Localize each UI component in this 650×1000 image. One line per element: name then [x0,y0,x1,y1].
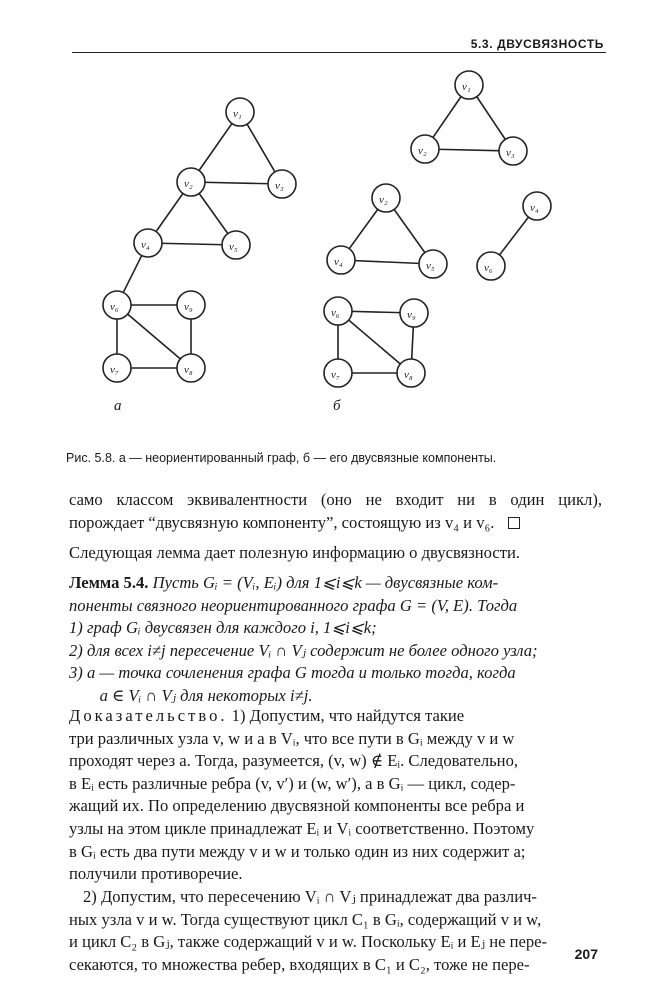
svg-text:v₉: v₉ [407,309,416,321]
text-line [69,512,602,535]
node-b-v8 [397,359,425,387]
lemma-5-4 [69,572,602,708]
paragraph-3 [69,886,602,976]
node-b-v6 [324,297,352,325]
text-line: узлы на этом цикле принадлежат Eᵢ и Vᵢ соответственно. Поэтому [69,818,535,838]
node-b-v2b [372,184,400,212]
running-header [0,34,650,54]
node-b-v2 [411,135,439,163]
text-line: в Eᵢ есть различные ребра (v, v′) и (w, w′), а в Gᵢ — цикл, содер- [69,773,516,793]
lemma-item-3-cont: a ∈ Vᵢ ∩ Vⱼ для некоторых i≠j. [83,685,313,705]
figure-caption: Рис. 5.8. а — неориентированный граф, б — его двусвязные компоненты. [66,451,497,465]
svg-text:v₅: v₅ [229,241,238,253]
text-span: 1) Допустим, что найдутся такие [227,706,465,725]
node-b-v4b [523,192,551,220]
svg-text:v₂: v₂ [418,145,427,157]
proof-word: Доказательство. [69,706,228,725]
node-a-v2 [177,168,205,196]
node-a-v1 [226,98,254,126]
node-a-v9 [177,291,205,319]
page-number: 207 [574,946,598,962]
node-b-v9 [400,299,428,327]
lemma-heading: Лемма 5.4. [69,573,149,592]
text-span: порождает “двусвязную компоненту”, состоящую из v₄ и v₆. [69,512,495,532]
lemma-item-1: 1) граф Gᵢ двусвязен для каждого i, 1⩽i⩽k; [69,618,377,638]
proof-paragraph [69,705,602,886]
header-rule [72,52,606,53]
text-line: и цикл C₂ в Gⱼ, также содержащий v и w. Поскольку Eᵢ и Eⱼ не пере- [69,932,548,952]
lemma-item-2: 2) для всех i≠j пересечение Vᵢ ∩ Vⱼ содержит не более одного узла; [69,640,538,660]
paragraph-2 [69,542,602,565]
svg-text:v₉: v₉ [184,301,193,313]
node-b-v1 [455,71,483,99]
text-line: секаются, то множества ребер, входящих в C₁ и C₂, тоже не пере- [69,954,530,974]
lemma-statement: Пусть Gᵢ = (Vᵢ, Eᵢ) для 1⩽i⩽k — двусвязные ком- [152,573,499,592]
svg-text:v₃: v₃ [275,180,284,192]
svg-text:v₇: v₇ [110,364,119,376]
text-line [69,705,602,728]
figure-graphs [0,60,650,420]
node-a-v6 [103,291,131,319]
node-a-v7 [103,354,131,382]
node-b-v3 [499,137,527,165]
node-b-v7 [324,359,352,387]
text-line: само классом эквивалентности (оно не входит ни в один цикл), [69,490,602,509]
node-b-v5 [419,250,447,278]
text-line [69,572,602,595]
node-a-v4 [134,229,162,257]
graph-a [103,98,296,382]
svg-text:v₆: v₆ [110,301,119,313]
text-line: Следующая лемма дает полезную информацию о двусвязности. [69,543,521,562]
text-line: проходят через a. Тогда, разумеется, (v, w) ∉ Eᵢ. Следовательно, [69,751,519,771]
svg-text:v₆: v₆ [331,307,340,319]
node-a-v3 [268,170,296,198]
graph-b [324,71,551,387]
svg-text:v₂: v₂ [379,194,388,206]
node-b-v6b [477,252,505,280]
text-line: три различных узла v, w и a в Vᵢ, что все пути в Gᵢ между v и w [69,728,515,748]
lemma-item-3: 3) a — точка сочленения графа G тогда и только тогда, когда [69,663,516,683]
svg-text:v₈: v₈ [184,364,193,376]
node-a-v5 [222,231,250,259]
svg-text:v₁: v₁ [233,108,242,120]
text-line: ных узла v и w. Тогда существуют цикл C₁ в Gᵢ, содержащий v и w, [69,909,542,929]
panel-label-a: а [114,398,122,414]
svg-text:v₂: v₂ [184,178,193,190]
svg-text:v₁: v₁ [462,81,471,93]
node-a-v8 [177,354,205,382]
paragraph-1 [69,489,602,534]
svg-text:v₄: v₄ [530,202,539,214]
text-line: в Gᵢ есть два пути между v и w и только один из них содержит a; [69,841,526,861]
section-title: 5.3. ДВУСВЯЗНОСТЬ [470,37,604,51]
svg-text:v₅: v₅ [426,260,435,272]
text-line: 2) Допустим, что пересечению Vᵢ ∩ Vⱼ принадлежат два различ- [83,887,537,906]
panel-label-b: б [333,398,341,414]
text-line: поненты связного неориентированного графа G = (V, E). Тогда [69,595,518,615]
svg-text:v₄: v₄ [141,239,150,251]
svg-text:v₈: v₈ [404,369,413,381]
svg-text:v₃: v₃ [506,147,515,159]
qed-square-icon [508,517,520,529]
svg-text:v₆: v₆ [484,262,493,274]
node-b-v4 [327,246,355,274]
svg-text:v₄: v₄ [334,256,343,268]
svg-text:v₇: v₇ [331,369,340,381]
text-line: получили противоречие. [69,864,243,884]
text-line: жащий их. По определению двусвязной компоненты все ребра и [69,796,525,816]
